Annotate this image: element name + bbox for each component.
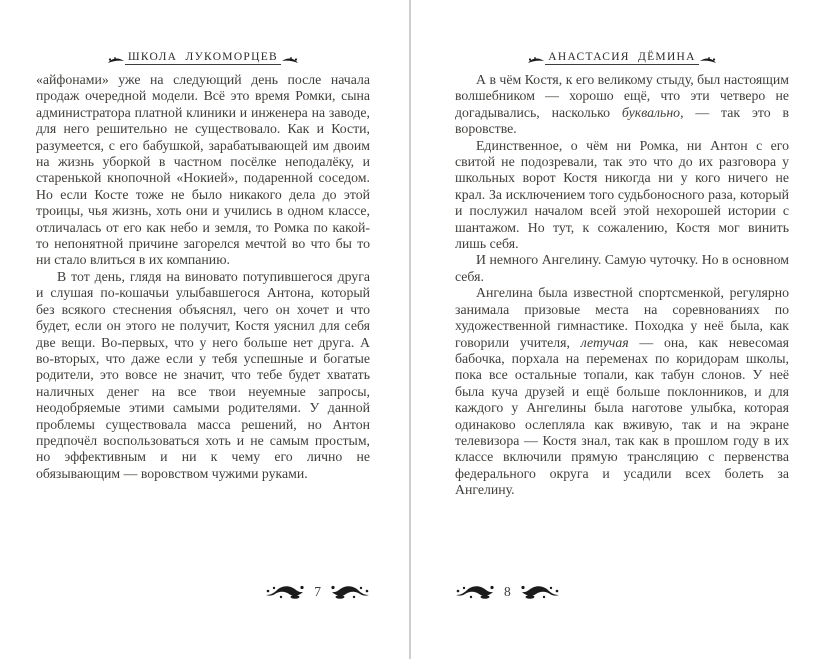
leaf-sprig-icon	[107, 56, 125, 65]
page-footer	[265, 580, 370, 604]
running-header-title: АНАСТАСИЯ ДЁМИНА	[545, 51, 699, 65]
leaf-sprig-icon	[699, 56, 717, 65]
page-text	[455, 72, 789, 499]
running-header-title: ШКОЛА ЛУКОМОРЦЕВ	[125, 51, 281, 65]
page-number: 7	[314, 584, 321, 599]
page-left	[0, 0, 409, 659]
running-header	[455, 50, 789, 65]
paragraph: «айфонами» уже на следующий день после начала продаж очередной модели. Всё это время Ромки, сына администратора платной клиники и инженера на заводе, для него решительно не существовало. Как и Кости, разумеется, с его бабушкой, зарабатывающей им двоим на жизнь уборкой в частном посёлке неподалёку, и старенькой кнопочной «Нокией», подаренной соседом. Но если Косте тоже не было никакого дела до этой троицы, чья жизнь, хоть они и учились в одном классе, отличалась от его как небо и земля, то Ромка по какой-то непонятной причине загорелся мечтой во что бы то ни стало влиться в их компанию.	[36, 72, 370, 268]
page-right	[411, 0, 820, 659]
floral-flourish-icon	[520, 584, 560, 600]
paragraph: А в чём Костя, к его великому стыду, был настоящим волшебником — хорошо ещё, что эти четверо не догадывались, насколько буквально, — так это в воровстве.	[455, 72, 789, 137]
page-footer	[455, 580, 560, 604]
running-header	[36, 50, 370, 65]
paragraph: В тот день, глядя на виновато потупившегося друга и слушая по-кошачьи улыбавшегося Антона, который без всякого стеснения объяснял, чего он хочет и что будет, если он этого не получит, Костя уяснил для себя две вещи. Во-первых, что у него больше нет друга. А во-вторых, что даже если у тебя успешные и богатые родители, это вовсе не значит, что тебе будет хватать наличных денег на все твои неуемные запросы, неодобряемые этими самыми родителями. У данной проблемы существовала масса решений, но Антон предпочёл воспользоваться хоть и не самым простым, но эффективным и ни к чему его лично не обязывающим — воровством чужими руками.	[36, 268, 370, 481]
floral-flourish-icon	[330, 584, 370, 600]
floral-flourish-icon	[265, 584, 305, 600]
leaf-sprig-icon	[281, 56, 299, 65]
paragraph: И немного Ангелину. Самую чуточку. Но в основном себя.	[455, 252, 789, 284]
paragraph: Единственное, о чём ни Ромка, ни Антон с его свитой не подозревали, так это что до их разговора у школьных ворот Костя никогда ни у кого ничего не крал. За исключением того судьбоносного раза, который и послужил началом всей этой нехорошей истории с шантажом. Но тут, к сожалению, Костя мог винить лишь себя.	[455, 137, 789, 252]
leaf-sprig-icon	[527, 56, 545, 65]
page-number: 8	[504, 584, 511, 599]
floral-flourish-icon	[455, 584, 495, 600]
paragraph: Ангелина была известной спортсменкой, регулярно занимала призовые места на соревнованиях по художественной гимнастике. Походка у неё была, как говорили учителя, летучая — она, как невесомая бабочка, порхала на переменах по коридорам школы, пока все остальные топали, как табун слонов. У неё была куча друзей и ещё больше поклонников, и для каждого у Ангелины была наготове улыбка, которая одинаково ослепляла как вживую, так и на экране телевизора — Костя знал, так как в прошлом году в их классе включили прямую трансляцию с первенства федерального округа и усадили всех болеть за Ангелину.	[455, 285, 789, 498]
page-text	[36, 72, 370, 482]
